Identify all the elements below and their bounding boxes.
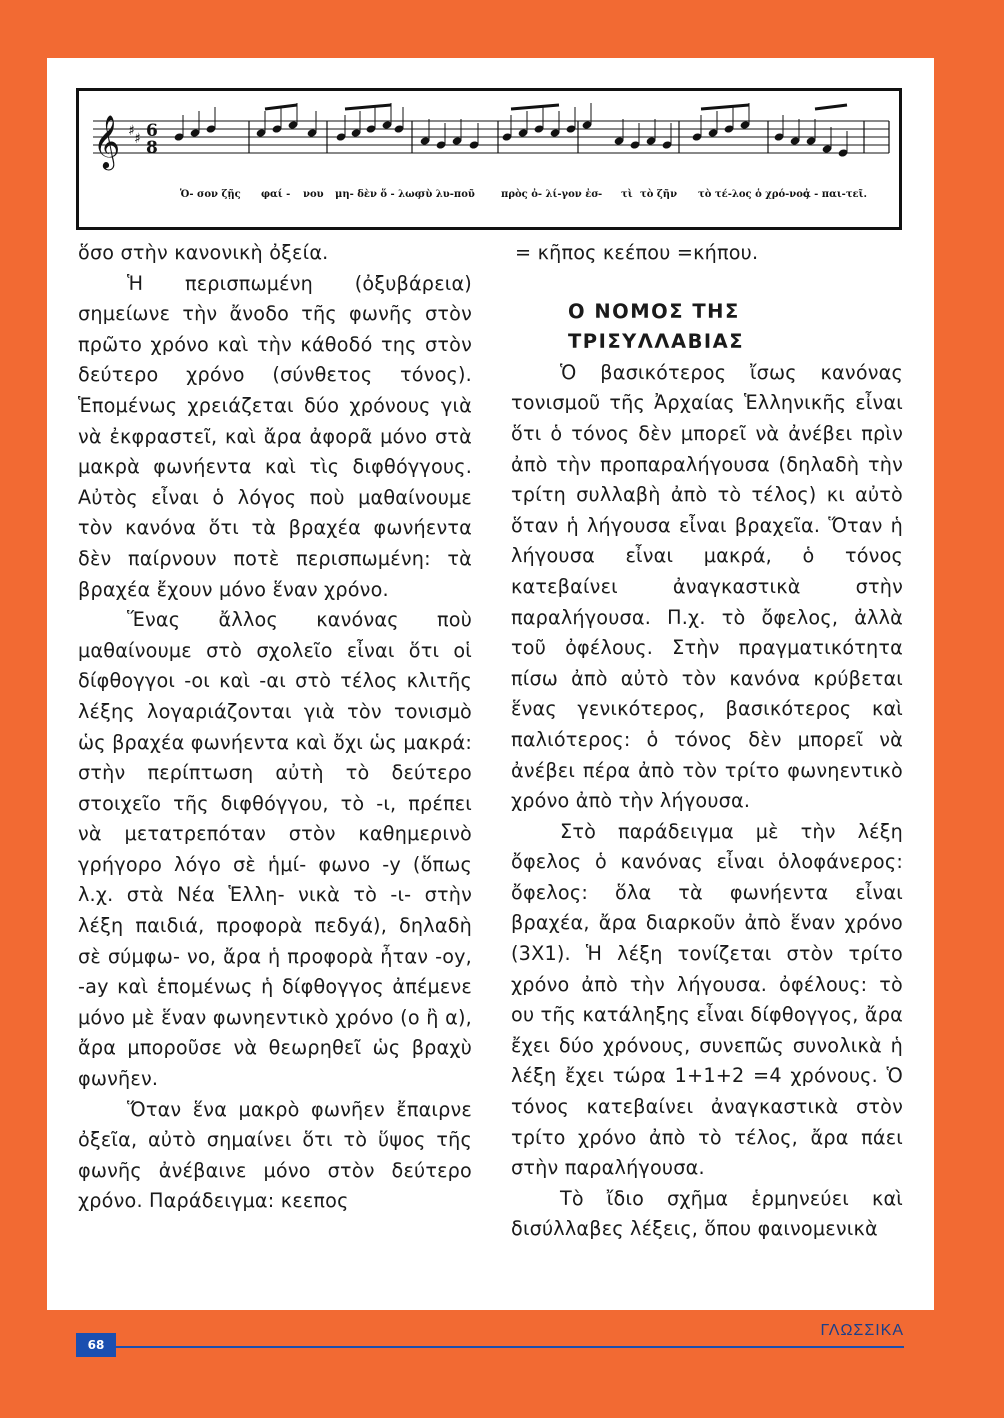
lyric-syllable: φαί - bbox=[261, 189, 291, 200]
paragraph: = κῆπος κεέπου =κήπου. bbox=[515, 241, 759, 264]
note-beam bbox=[511, 105, 559, 109]
lyric-syllable: τὶ bbox=[621, 189, 633, 200]
footer-rule bbox=[76, 1346, 904, 1348]
lyric-syllable: πρὸς ὀ- λί-γον ἐσ bbox=[501, 189, 599, 200]
lyric-syllable: Ὁ- σον ζῇς bbox=[180, 189, 241, 200]
note-beam bbox=[815, 105, 847, 109]
note-beam bbox=[265, 105, 297, 109]
lyric-syllable: ἀ - παι-τεῖ. bbox=[803, 189, 867, 200]
sharp-icon: ♯ bbox=[128, 123, 135, 139]
section-heading bbox=[568, 297, 903, 358]
lyric-syllable: μη- δὲν ὅ - λως bbox=[335, 189, 421, 200]
paragraph: Στὸ παράδειγμα μὲ τὴν λέξη ὄφελος ὁ κανόνας εἶναι ὁλοφάνερος: ὄφελος: ὅλα τὰ φωνήεντα εἶναι βραχέα, ἄρα διαρκοῦν ἀπὸ ἕναν χρόνο (3Χ1). Ἡ λέξη τονίζεται στὸν τρίτο χρόνο ἀπὸ τὴν λήγουσα. ὀφέλους: τὸ ου τῆς κατάληξης εἶναι δίφθογγος, ἄρα ἔχει δύο χρόνους, συνεπῶς συνολικὰ ἡ λέξη ἔχει τώρα 1+1+2 =4 χρόνους. Ὁ τόνος κατεβαίνει ἀναγκαστικὰ στὸν τρίτο χρόνο ἀπὸ τὸ τέλος, ἄρα πάει στὴν παραλήγουσα. bbox=[511, 819, 903, 1180]
music-score bbox=[76, 88, 902, 230]
heading-line: ΤΡΙΣΥΛΛΑΒΙΑΣ bbox=[568, 330, 745, 354]
time-signature-bottom: 8 bbox=[146, 138, 158, 158]
lyric-syllable: τὸ ζῆν bbox=[640, 189, 678, 200]
paragraph: Τὸ ἴδιο σχῆμα ἑρμηνεύει καὶ δισύλλαβες λέξεις, ὅπου φαινομενικὰ bbox=[511, 1186, 903, 1241]
sharp-icon: ♯ bbox=[134, 131, 141, 147]
note-beam bbox=[345, 105, 391, 109]
lyric-syllable: σὺ λυ-ποῦ bbox=[418, 189, 475, 200]
paragraph: ὅσο στὴν κανονικὴ ὀξεία. bbox=[78, 241, 329, 264]
staff-svg bbox=[79, 91, 899, 227]
paragraph: Ἡ περισπωμένη (ὀξυβάρεια) σημείωνε τὴν ἄνοδο τῆς φωνῆς στὸν πρῶτο χρόνο καὶ τὴν κάθοδό της στὸν δεύτερο χρόνο (σύνθετος τόνος). Ἑπομένως χρειάζεται δύο χρόνους γιὰ νὰ ἐκφραστεῖ, καὶ ἄρα ἀφορᾶ μόνο στὰ μακρὰ φωνήεντα καὶ τὶς διφθόγγους. Αὐτὸς εἶναι ὁ λόγος ποὺ μαθαίνουμε τὸν κανόνα ὅτι τὰ βραχέα φωνήεντα δὲν παίρνουν ποτὲ περισπωμένη: τὰ βραχέα ἔχουν μόνο ἕναν χρόνο. bbox=[78, 271, 472, 601]
treble-clef-icon: 𝄞 bbox=[93, 114, 121, 168]
page-number: 68 bbox=[76, 1333, 116, 1357]
page bbox=[47, 58, 934, 1310]
lyric-syllable: τὸ τέ-λος ὁ χρό-νος bbox=[698, 189, 809, 200]
lyric-syllable: - bbox=[598, 189, 603, 200]
magazine-title: ΓΛΩΣΣΙΚΑ bbox=[820, 1322, 904, 1339]
heading-line: Ο ΝΟΜΟΣ ΤΗΣ bbox=[568, 299, 740, 323]
time-signature-top: 6 bbox=[146, 121, 158, 141]
paragraph: Ἕνας ἄλλος κανόνας ποὺ μαθαίνουμε στὸ σχολεῖο εἶναι ὅτι οἱ δίφθογγοι -οι καὶ -αι στὸ τέλος κλιτῆς λέξης λογαριάζονται γιὰ τὸν τονισμὸ ὡς βραχέα φωνήεντα καὶ ὄχι ὡς μακρά: στὴν περίπτωση αὐτὴ τὸ δεύτερο στοιχεῖο τῆς διφθόγγου, τὸ -ι, πρέπει νὰ μετατρεπόταν στὸν καθημερινὸ γρήγορο λόγο σὲ ἡμί- φωνο -y (ὅπως λ.χ. στὰ Νέα Ἑλλη- νικὰ τὸ -ι- στὴν λέξη παιδιά, προφορὰ πεδyά), δηλαδὴ σὲ σύμφω- νο, ἄρα ἡ προφορὰ ἦταν -oy, -ay καὶ ἑπομένως ἡ δίφθογγος ἀπέμενε μόνο μὲ ἕναν φωνηεντικὸ χρόνο (ο ἢ α), ἄρα μποροῦσε νὰ θεωρηθεῖ ὡς βραχὺ φωνῆεν. bbox=[78, 608, 472, 1091]
right-column bbox=[511, 238, 903, 1245]
paragraph: Ὁ βασικότερος ἴσως κανόνας τονισμοῦ τῆς Ἀρχαίας Ἑλληνικῆς εἶναι ὅτι ὁ τόνος δὲν μπορεῖ νὰ ἀνέβει πρὶν ἀπὸ τὴν προπαραλήγουσα (δηλαδὴ τὴν τρίτη συλλαβὴ ἀπὸ τὸ τέλος) κι αὐτὸ ὅταν ἡ λήγουσα εἶναι βραχεῖα. Ὅταν ἡ λήγουσα εἶναι μακρά, ὁ τόνος κατεβαίνει ἀναγκαστικὰ στὴν παραλήγουσα. Π.χ. τὸ ὄφελος, ἀλλὰ τοῦ ὀφέλους. Στὴν πραγματικότητα πίσω ἀπὸ αὐτὸ τὸν κανόνα κρύβεται ἕνας γενικότερος, βασικότερος καὶ παλιότερος: ὁ τόνος δὲν μπορεῖ νὰ ἀνέβει πέρα ἀπὸ τὸν τρίτο φωνηεντικὸ χρόνο ἀπὸ τὴν λήγουσα. bbox=[511, 360, 903, 813]
note-beam bbox=[701, 105, 749, 109]
lyric-syllable: νου bbox=[303, 189, 324, 200]
left-column bbox=[78, 238, 472, 1217]
paragraph: Ὅταν ἕνα μακρὸ φωνῆεν ἔπαιρνε ὀξεῖα, αὐτὸ σημαίνει ὅτι τὸ ὕψος τῆς φωνῆς ἀνέβαινε μόνο στὸν δεύτερο χρόνο. Παράδειγμα: κεεπος bbox=[78, 1097, 472, 1213]
